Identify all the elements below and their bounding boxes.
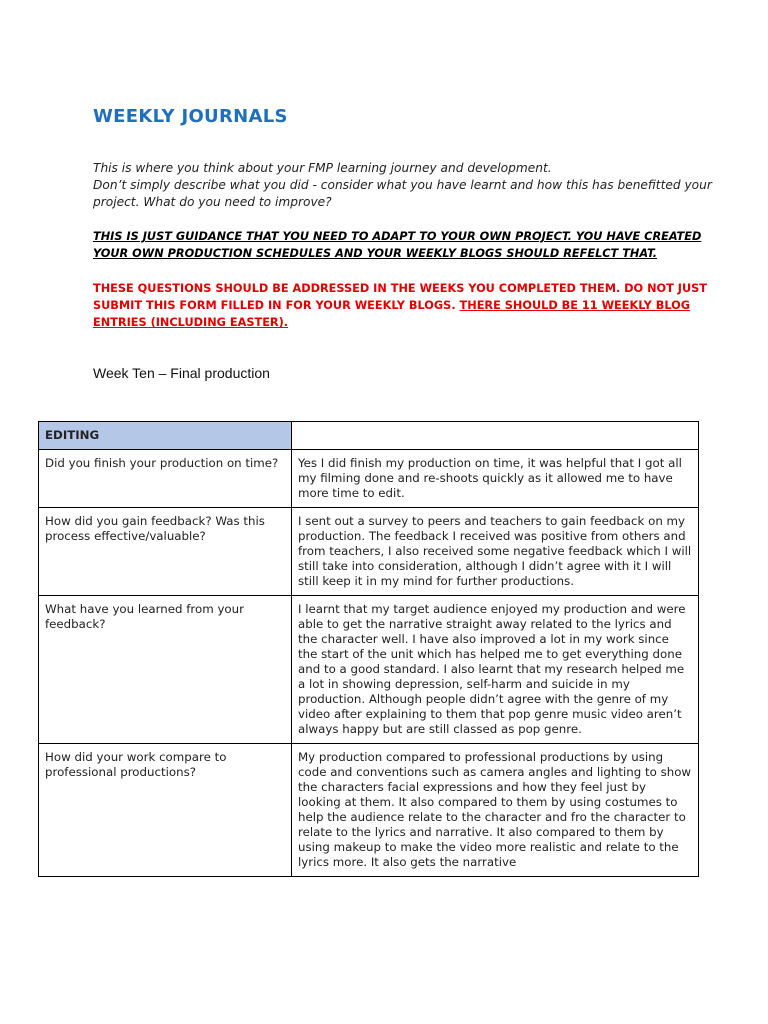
guidance-note: THIS IS JUST GUIDANCE THAT YOU NEED TO ADAPT TO YOUR OWN PROJECT. YOU HAVE CREATED YOUR OWN PRODUCTION SCHEDULES AND YOUR WEEKLY BLOGS SHOULD REFELCT THAT. bbox=[93, 230, 702, 260]
table-header-row bbox=[39, 422, 699, 450]
intro-line-1: This is where you think about your FMP learning journey and development. bbox=[93, 161, 552, 175]
warning-note bbox=[93, 280, 733, 331]
warning-text: THESE QUESTIONS SHOULD BE ADDRESSED IN THE WEEKS YOU COMPLETED THEM. DO NOT JUST SUBMIT THIS FORM FILLED IN FOR YOUR WEEKLY BLOGS. bbox=[93, 282, 708, 312]
answer-cell: My production compared to professional productions by using code and conventions such as camera angles and lighting to show the characters facial expressions and how they feel just by looking at them. It also compared to them by using costumes to help the audience relate to the character and fro the character to relate to the lyrics and narrative. It also compared to them by using makeup to make the video more realistic and relate to the lyrics more. It also gets the narrative bbox=[292, 744, 699, 877]
question-cell: How did you gain feedback? Was this process effective/valuable? bbox=[39, 508, 292, 596]
question-cell: Did you finish your production on time? bbox=[39, 450, 292, 508]
week-heading: Week Ten – Final production bbox=[93, 365, 270, 381]
table-row bbox=[39, 596, 699, 744]
journal-table bbox=[38, 421, 699, 877]
warning-emphasis: THERE SHOULD BE 11 WEEKLY BLOG ENTRIES (INCLUDING EASTER). bbox=[93, 299, 691, 329]
table-header-editing: EDITING bbox=[39, 422, 292, 450]
question-cell: What have you learned from your feedback? bbox=[39, 596, 292, 744]
answer-cell: I learnt that my target audience enjoyed my production and were able to get the narrative straight away related to the lyrics and the character well. I have also improved a lot in my work since the start of the unit which has helped me to get everything done and to a good standard. I also learnt that my research helped me a lot in showing depression, self-harm and suicide in my production. Although people didn’t agree with the genre of my video after explaining to them that pop genre music video aren’t always happy but are still classed as pop genre. bbox=[292, 596, 699, 744]
page-title: WEEKLY JOURNALS bbox=[93, 106, 288, 127]
table-row bbox=[39, 508, 699, 596]
answer-cell: I sent out a survey to peers and teachers to gain feedback on my production. The feedback I received was positive from others and from teachers, I also received some negative feedback which I will still take into consideration, although I didn’t agree with it I will still keep it in my mind for further productions. bbox=[292, 508, 699, 596]
table-row bbox=[39, 744, 699, 877]
answer-cell: Yes I did finish my production on time, it was helpful that I got all my filming done and re-shoots quickly as it allowed me to have more time to edit. bbox=[292, 450, 699, 508]
intro-text bbox=[93, 160, 713, 211]
table-header-empty bbox=[292, 422, 699, 450]
table-row bbox=[39, 450, 699, 508]
question-cell: How did your work compare to professional productions? bbox=[39, 744, 292, 877]
intro-line-2: Don’t simply describe what you did - consider what you have learnt and how this has benefitted your project. What do you need to improve? bbox=[93, 178, 712, 209]
